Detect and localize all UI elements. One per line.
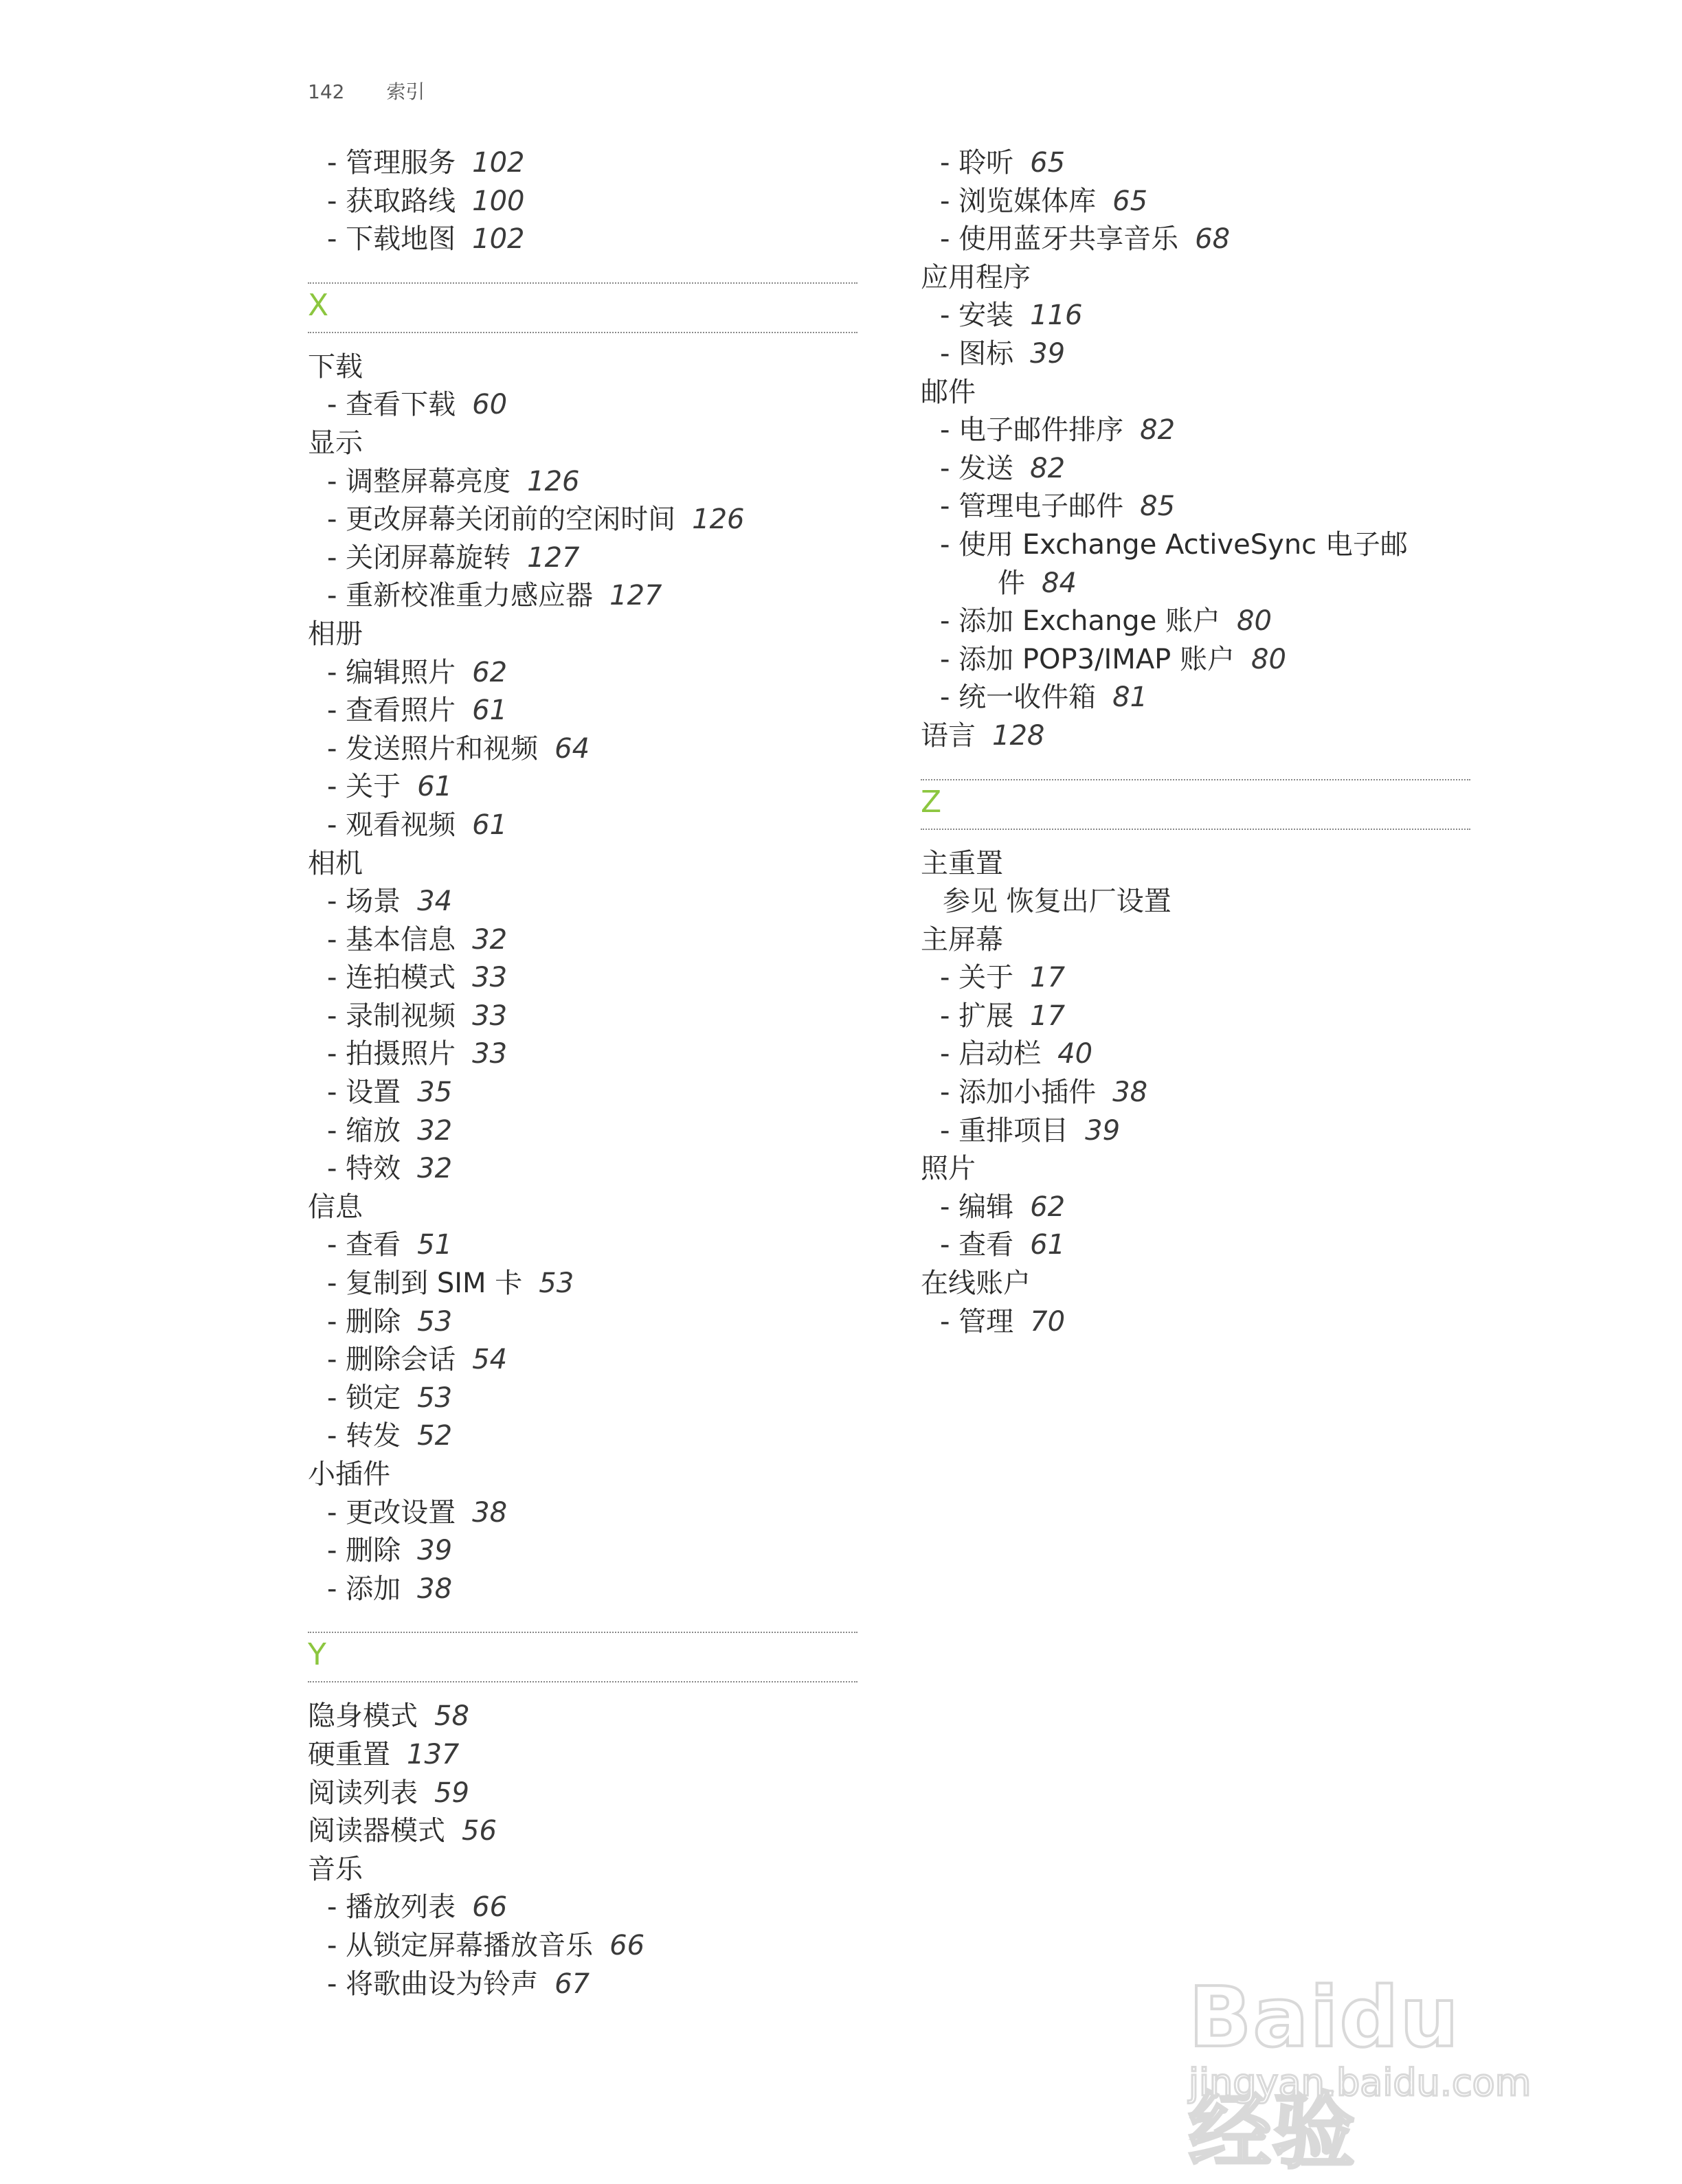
entry-page-number: 62 [472, 656, 508, 688]
index-entry-sub [308, 221, 857, 259]
entry-label: 主屏幕 [921, 923, 1003, 956]
index-entry-sub [921, 998, 1470, 1036]
index-entry-sub [308, 501, 857, 539]
entry-label: - 从锁定屏幕播放音乐 [327, 1929, 594, 1961]
index-entry-sub [308, 1150, 857, 1189]
index-entry-sub [308, 1303, 857, 1342]
index-entry-sub [921, 450, 1470, 488]
entry-page-number: 53 [417, 1305, 453, 1338]
entry-label: 显示 [308, 427, 363, 459]
index-entry-sub [308, 959, 857, 998]
index-entry-sub [308, 998, 857, 1036]
page-number: 142 [308, 80, 345, 103]
index-entry-sub [921, 641, 1470, 679]
entry-label: 邮件 [921, 376, 976, 408]
index-entry-sub [308, 883, 857, 921]
index-column-left [308, 144, 857, 2003]
entry-label: - 转发 [327, 1420, 401, 1452]
index-entry-sub [921, 526, 1470, 565]
entry-page-number: 38 [1112, 1077, 1148, 1109]
entry-label: - 关于 [940, 962, 1014, 994]
entry-page-number: 80 [1251, 643, 1286, 675]
index-entry-sub [308, 1494, 857, 1533]
entry-page-number: 100 [472, 185, 525, 217]
entry-label: - 录制视频 [327, 1000, 456, 1032]
entry-label: - 查看照片 [327, 695, 456, 727]
index-entry-top [308, 845, 857, 883]
index-entry-sub [308, 386, 857, 425]
entry-label: - 图标 [940, 337, 1014, 370]
index-entry-sub [921, 959, 1470, 998]
entry-label: 主重置 [921, 847, 1003, 879]
index-column-right [921, 144, 1470, 1341]
entry-label: - 重新校准重力感应器 [327, 580, 594, 612]
index-entry-sub [308, 1417, 857, 1456]
entry-page-number: 38 [472, 1496, 508, 1529]
entry-label: 语言 [921, 719, 976, 752]
entry-label: - 缩放 [327, 1114, 401, 1147]
index-entry-sub [308, 1966, 857, 2004]
entry-label: - 场景 [327, 886, 401, 918]
index-entry-sub [308, 921, 857, 960]
index-entry-sub [308, 1532, 857, 1571]
index-entry-sub [921, 412, 1470, 450]
section-divider [308, 1632, 857, 1682]
entry-label: - 使用蓝牙共享音乐 [940, 223, 1179, 256]
entry-page-number: 126 [692, 504, 745, 536]
entry-page-number: 60 [472, 389, 508, 421]
entry-page-number: 85 [1140, 491, 1176, 523]
section-divider [308, 282, 857, 333]
entry-label: 应用程序 [921, 261, 1031, 293]
index-entry-sub [308, 768, 857, 807]
entry-label: - 查看 [327, 1229, 401, 1261]
entry-label: - 下载地图 [327, 223, 456, 256]
index-entry-top [921, 921, 1470, 960]
entry-page-number: 82 [1140, 414, 1176, 447]
entry-label: - 管理 [940, 1305, 1014, 1338]
entry-page-number: 66 [609, 1929, 645, 1961]
index-entry-sub [921, 297, 1470, 335]
entry-label: 隐身模式 [308, 1700, 418, 1733]
index-entry-top [921, 259, 1470, 297]
entry-page-number: 116 [1030, 300, 1083, 332]
index-entry-sub [921, 1226, 1470, 1265]
entry-label: - 查看 [940, 1229, 1014, 1261]
entry-label: - 统一收件箱 [940, 682, 1097, 714]
entry-label: - 浏览媒体库 [940, 185, 1097, 217]
index-entry-top [921, 1150, 1470, 1189]
entry-label: - 锁定 [327, 1382, 401, 1414]
watermark-url: jingyan.baidu.com [1189, 2061, 1532, 2104]
index-entry-sub [308, 1341, 857, 1380]
watermark-brand: Baidu 经验 [1189, 1970, 1460, 2180]
section-letter: Z [921, 784, 942, 820]
entry-page-number: 61 [417, 771, 453, 803]
index-entry-top [308, 1812, 857, 1851]
index-entry-sub [921, 221, 1470, 259]
index-entry-top [308, 1775, 857, 1813]
index-entry-top [308, 348, 857, 387]
index-entry-sub [308, 1074, 857, 1112]
index-entry-sub [308, 1035, 857, 1074]
entry-page-number: 128 [992, 719, 1045, 752]
entry-label: 音乐 [308, 1853, 363, 1885]
entry-page-number: 84 [1042, 567, 1077, 599]
entry-label: - 重排项目 [940, 1114, 1069, 1147]
entry-page-number: 32 [417, 1114, 453, 1147]
index-entry-sub [308, 1927, 857, 1966]
entry-label: - 特效 [327, 1153, 401, 1185]
entry-label: - 连拍模式 [327, 962, 456, 994]
header-section-title: 索引 [386, 80, 425, 103]
index-entry-top [308, 1189, 857, 1227]
entry-label: 件 [998, 567, 1025, 599]
entry-label: 信息 [308, 1191, 363, 1223]
entry-page-number: 53 [417, 1382, 453, 1414]
index-entry-sub [921, 1303, 1470, 1342]
index-entry-sub [921, 603, 1470, 641]
index-entry-sub [308, 1889, 857, 1927]
entry-page-number: 53 [539, 1268, 574, 1300]
entry-label: - 拍摄照片 [327, 1038, 456, 1070]
index-entry-sub [308, 807, 857, 845]
entry-page-number: 34 [417, 886, 453, 918]
entry-page-number: 40 [1057, 1038, 1093, 1070]
entry-page-number: 61 [1030, 1229, 1066, 1261]
index-entry-sub [308, 1265, 857, 1303]
entry-page-number: 70 [1030, 1305, 1066, 1338]
entry-label: 在线账户 [921, 1268, 1031, 1300]
index-entry-sub [308, 1571, 857, 1609]
baidu-watermark [1182, 1896, 1567, 2180]
index-entry-sub [308, 692, 857, 730]
entry-page-number: 38 [417, 1573, 453, 1605]
entry-page-number: 52 [417, 1420, 453, 1452]
index-entry-sub [921, 488, 1470, 526]
entry-label: 硬重置 [308, 1738, 390, 1770]
entry-label: - 删除 [327, 1305, 401, 1338]
entry-label: 下载 [308, 350, 363, 383]
entry-label: - 安装 [940, 300, 1014, 332]
index-entry-see [921, 883, 1470, 921]
index-entry-sub [921, 144, 1470, 183]
entry-label: - 复制到 SIM 卡 [327, 1268, 523, 1300]
entry-page-number: 66 [472, 1891, 508, 1924]
index-entry-top [308, 1456, 857, 1494]
index-entry-cont [921, 565, 1470, 603]
entry-label: 阅读器模式 [308, 1815, 445, 1847]
entry-page-number: 17 [1030, 1000, 1066, 1032]
entry-page-number: 67 [554, 1968, 590, 2000]
entry-page-number: 58 [434, 1700, 469, 1733]
entry-page-number: 33 [472, 962, 508, 994]
entry-page-number: 39 [1030, 337, 1066, 370]
entry-label: - 调整屏幕亮度 [327, 465, 511, 497]
entry-page-number: 17 [1030, 962, 1066, 994]
index-entry-sub [921, 1074, 1470, 1112]
entry-page-number: 127 [527, 541, 580, 574]
entry-label: - 电子邮件排序 [940, 414, 1124, 447]
entry-page-number: 39 [417, 1535, 453, 1567]
entry-page-number: 39 [1085, 1114, 1121, 1147]
index-entry-top [308, 1698, 857, 1736]
section-letter: Y [308, 1637, 326, 1673]
entry-label: - 关于 [327, 771, 401, 803]
entry-label: - 编辑照片 [327, 656, 456, 688]
index-entry-sub [308, 1226, 857, 1265]
entry-page-number: 80 [1237, 605, 1272, 638]
entry-page-number: 35 [417, 1077, 453, 1109]
entry-label: - 更改屏幕关闭前的空闲时间 [327, 504, 676, 536]
index-entry-top [308, 1851, 857, 1889]
entry-label: - 获取路线 [327, 185, 456, 217]
index-entry-sub [308, 577, 857, 616]
entry-label: - 添加小插件 [940, 1077, 1097, 1109]
index-entry-sub [921, 1035, 1470, 1074]
index-entry-top [921, 374, 1470, 412]
entry-label: 小插件 [308, 1459, 390, 1490]
entry-label: - 添加 Exchange 账户 [940, 605, 1221, 638]
entry-page-number: 32 [417, 1153, 453, 1185]
entry-label: - 更改设置 [327, 1496, 456, 1529]
entry-label: - 播放列表 [327, 1891, 456, 1924]
entry-page-number: 81 [1112, 682, 1148, 714]
index-entry-sub [921, 335, 1470, 374]
index-entry-sub [308, 654, 857, 693]
entry-page-number: 68 [1195, 223, 1231, 256]
entry-page-number: 82 [1030, 452, 1066, 484]
entry-label: - 编辑 [940, 1191, 1014, 1223]
entry-label: - 发送 [940, 452, 1014, 484]
entry-page-number: 102 [472, 147, 525, 179]
entry-label: 阅读列表 [308, 1777, 418, 1809]
entry-label: - 添加 POP3/IMAP 账户 [940, 643, 1235, 675]
index-entry-sub [308, 183, 857, 221]
entry-label: - 扩展 [940, 1000, 1014, 1032]
entry-label: - 聆听 [940, 147, 1014, 179]
index-entry-top [921, 717, 1470, 756]
entry-page-number: 32 [472, 923, 508, 956]
index-entry-sub [308, 539, 857, 578]
entry-page-number: 137 [407, 1738, 460, 1770]
section-letter: X [308, 287, 329, 323]
page-header [308, 77, 425, 104]
entry-label: - 删除 [327, 1535, 401, 1567]
index-entry-sub [308, 730, 857, 769]
entry-label: - 基本信息 [327, 923, 456, 956]
entry-label: - 管理服务 [327, 147, 456, 179]
entry-page-number: 56 [462, 1815, 497, 1847]
index-entry-sub [308, 144, 857, 183]
entry-label: 相册 [308, 618, 363, 650]
index-entry-sub [308, 1112, 857, 1151]
index-entry-sub [921, 1189, 1470, 1227]
index-entry-sub [921, 1112, 1470, 1151]
entry-label: - 添加 [327, 1573, 401, 1605]
entry-page-number: 102 [472, 223, 525, 256]
index-entry-top [308, 425, 857, 463]
entry-label: 照片 [921, 1153, 976, 1185]
index-entry-top [308, 1736, 857, 1775]
entry-page-number: 65 [1112, 185, 1148, 217]
index-entry-top [921, 845, 1470, 883]
entry-label: - 删除会话 [327, 1344, 456, 1376]
entry-label: - 启动栏 [940, 1038, 1042, 1070]
entry-page-number: 54 [472, 1344, 508, 1376]
index-entry-sub [921, 679, 1470, 717]
entry-page-number: 62 [1030, 1191, 1066, 1223]
entry-page-number: 126 [527, 465, 580, 497]
entry-page-number: 51 [417, 1229, 453, 1261]
index-entry-sub [308, 463, 857, 502]
entry-label: - 设置 [327, 1077, 401, 1109]
entry-page-number: 65 [1030, 147, 1066, 179]
entry-label: - 管理电子邮件 [940, 491, 1124, 523]
index-entry-sub [921, 183, 1470, 221]
entry-page-number: 59 [434, 1777, 469, 1809]
entry-page-number: 61 [472, 695, 508, 727]
entry-label: - 关闭屏幕旋转 [327, 541, 511, 574]
entry-label: - 发送照片和视频 [327, 732, 539, 765]
entry-page-number: 64 [554, 732, 590, 765]
entry-page-number: 33 [472, 1000, 508, 1032]
section-divider [921, 779, 1470, 830]
entry-label: - 将歌曲设为铃声 [327, 1968, 539, 2000]
index-entry-top [308, 616, 857, 654]
entry-page-number: 61 [472, 809, 508, 841]
entry-label: 参见 恢复出厂设置 [943, 886, 1171, 918]
entry-label: - 观看视频 [327, 809, 456, 841]
entry-label: - 使用 Exchange ActiveSync 电子邮 [940, 528, 1408, 561]
entry-page-number: 127 [609, 580, 662, 612]
entry-label: 相机 [308, 847, 363, 879]
index-entry-top [921, 1265, 1470, 1303]
entry-page-number: 33 [472, 1038, 508, 1070]
index-entry-sub [308, 1380, 857, 1418]
entry-label: - 查看下载 [327, 389, 456, 421]
